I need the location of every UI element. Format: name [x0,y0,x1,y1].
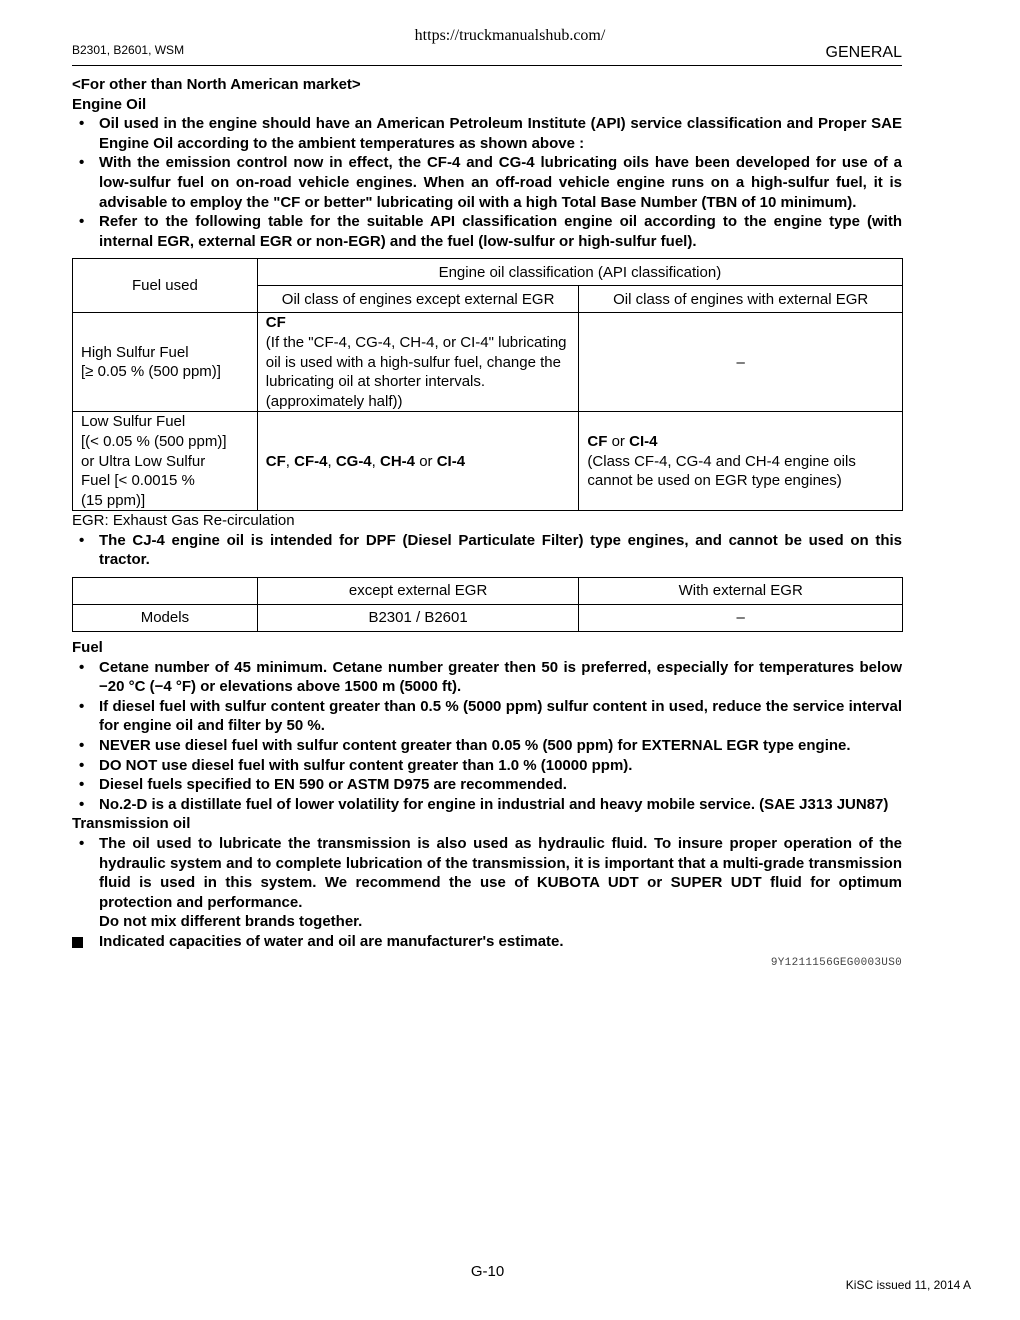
col-except-egr-header: Oil class of engines except external EGR [257,286,579,313]
bullet-icon: • [79,697,85,715]
page-content [72,75,902,973]
bullet-icon: • [79,835,85,852]
oil-class: CG-4 [335,452,372,470]
or-text: or [611,432,625,450]
list-item [72,114,902,153]
capacities-text: Indicated capacities of water and oil are manufacturer's estimate. [99,932,564,950]
or-text: or [419,452,433,470]
transmission-sub-line: Do not mix different brands together. [99,913,363,931]
bullet-icon: • [79,756,85,774]
table-row [73,605,903,632]
models-label: Models [73,605,258,632]
col-except-egr-header: except external EGR [257,578,579,605]
models-except-value: B2301 / B2601 [257,605,579,632]
oil-class: CF-4 [294,452,328,470]
fuel-line: High Sulfur Fuel [81,343,189,361]
header-rule [72,65,902,66]
bullet-icon: • [79,213,85,231]
oil-class: CI-4 [436,452,466,470]
oil-note: (Class CF-4, CG-4 and CH-4 engine oils cannot be used on EGR type engines) [587,452,856,490]
classification-header: Engine oil classification (API classification) [257,259,902,286]
high-sulfur-with-cell: – [579,313,903,412]
models-table [72,577,903,632]
egr-note: EGR: Exhaust Gas Re-circulation [72,512,295,530]
capacities-note [72,932,902,952]
list-item [72,736,902,756]
bullet-text: The CJ-4 engine oil is intended for DPF (Diesel Particulate Filter) type engines, and cannot be used on this tractor. [99,531,902,569]
square-bullet-icon [72,937,83,948]
oil-class: CF [265,452,286,470]
low-sulfur-except-cell: CF, CF-4, CG-4, CH-4 or CI-4 [257,412,579,511]
fuel-line: Low Sulfur Fuel [81,413,186,431]
market-heading: <For other than North American market> [72,76,361,93]
oil-class: CH-4 [380,452,416,470]
list-item [72,834,902,912]
table-row [73,259,903,286]
list-item [72,756,902,776]
bullet-icon: • [79,531,85,549]
fuel-used-header: Fuel used [73,259,258,313]
oil-note: (If the "CF-4, CG-4, CH-4, or CI-4" lubricating oil is used with a high-sulfur fuel, change the lubricating oil at shorter intervals. (approximately half)) [265,333,567,410]
high-sulfur-fuel-cell [73,313,258,412]
fuel-line: [≥ 0.05 % (500 ppm)] [81,363,221,381]
bullet-text: DO NOT use diesel fuel with sulfur content greater than 1.0 % (10000 ppm). [99,756,633,774]
source-url: https://truckmanualshub.com/ [414,27,606,44]
list-item [72,658,902,697]
bullet-icon: • [79,115,85,133]
fuel-line: or Ultra Low Sulfur [81,452,206,470]
table-row [73,412,903,511]
list-item [72,775,902,795]
fuel-line: Fuel [< 0.0015 % [81,472,195,490]
oil-class-line [587,432,894,452]
transmission-bullets [72,834,902,912]
engine-oil-heading: Engine Oil [72,95,147,113]
bullet-icon: • [79,154,85,172]
fuel-heading: Fuel [72,639,103,657]
models-with-value: – [579,605,903,632]
list-item [72,795,902,815]
engine-oil-bullets [72,114,902,251]
bullet-icon: • [79,795,85,813]
bullet-text: With the emission control now in effect, the CF-4 and CG-4 lubricating oils have been developed for use of a low-sulfur fuel on on-road vehicle engines. When an off-road vehicle engine runs on a high-sulfur fuel, it is advisable to employ the "CF or better" lubricating oil with a high Total Base Number (TBN of 10 minimum). [99,154,902,211]
oil-class: CF [265,314,286,332]
header-model: B2301, B2601, WSM [72,43,185,57]
col-with-egr-header: Oil class of engines with external EGR [579,286,903,313]
bullet-icon: • [79,737,85,755]
bullet-text: If diesel fuel with sulfur content greater than 0.5 % (5000 ppm) sulfur content in used, reduce the service interval for engine oil and filter by 50 %. [99,697,902,735]
bullet-icon: • [79,776,85,794]
high-sulfur-except-cell [257,313,579,412]
bullet-text: Oil used in the engine should have an American Petroleum Institute (API) service classification and Proper SAE Engine Oil according to the ambient temperatures as shown above : [99,115,902,152]
issue-info: KiSC issued 11, 2014 A [845,1278,971,1292]
list-item [72,212,902,251]
list-item [72,697,902,736]
bullet-text: No.2-D is a distillate fuel of lower volatility for engine in industrial and heavy mobile service. (SAE J313 JUN87) [99,795,889,813]
transmission-heading: Transmission oil [72,815,191,833]
fuel-bullets [72,658,902,815]
fuel-line: [(< 0.05 % (500 ppm)] [81,432,227,450]
page-number: G-10 [470,1263,505,1280]
bullet-icon: • [79,658,85,676]
blank-header-cell [73,578,258,605]
document-code: 9Y1211156GEG0003US0 [770,956,902,969]
low-sulfur-with-cell [579,412,903,511]
table-row [73,313,903,412]
bullet-text: Refer to the following table for the suitable API classification engine oil according to the engine type (with internal EGR, external EGR or non-EGR) and the fuel (low-sulfur or high-sulfur fuel). [99,213,902,250]
list-item [72,531,902,570]
list-item [72,153,902,212]
table-row [73,578,903,605]
bullet-text: Cetane number of 45 minimum. Cetane number greater then 50 is preferred, especially for temperatures below −20 °C (−4 °F) or elevations above 1500 m (5000 ft). [99,658,902,696]
bullet-text: Diesel fuels specified to EN 590 or ASTM D975 are recommended. [99,776,567,794]
col-with-egr-header: With external EGR [579,578,903,605]
oil-classification-table [72,258,903,511]
fuel-line: (15 ppm)] [81,491,146,509]
cj4-bullets [72,531,902,570]
oil-class: CI-4 [629,432,658,450]
bullet-text: NEVER use diesel fuel with sulfur content greater than 0.05 % (500 ppm) for EXTERNAL EGR type engine. [99,737,851,755]
oil-class: CF [587,432,608,450]
header-section: GENERAL [825,44,902,61]
low-sulfur-fuel-cell [73,412,258,511]
bullet-text: The oil used to lubricate the transmission is also used as hydraulic fluid. To insure proper operation of the hydraulic system and to complete lubrication of the transmission, it is important that a multi-grade transmission fluid is used in this system. We recommend the use of KUBOTA UDT or SUPER UDT fluid for optimum protection and performance. [99,835,902,911]
